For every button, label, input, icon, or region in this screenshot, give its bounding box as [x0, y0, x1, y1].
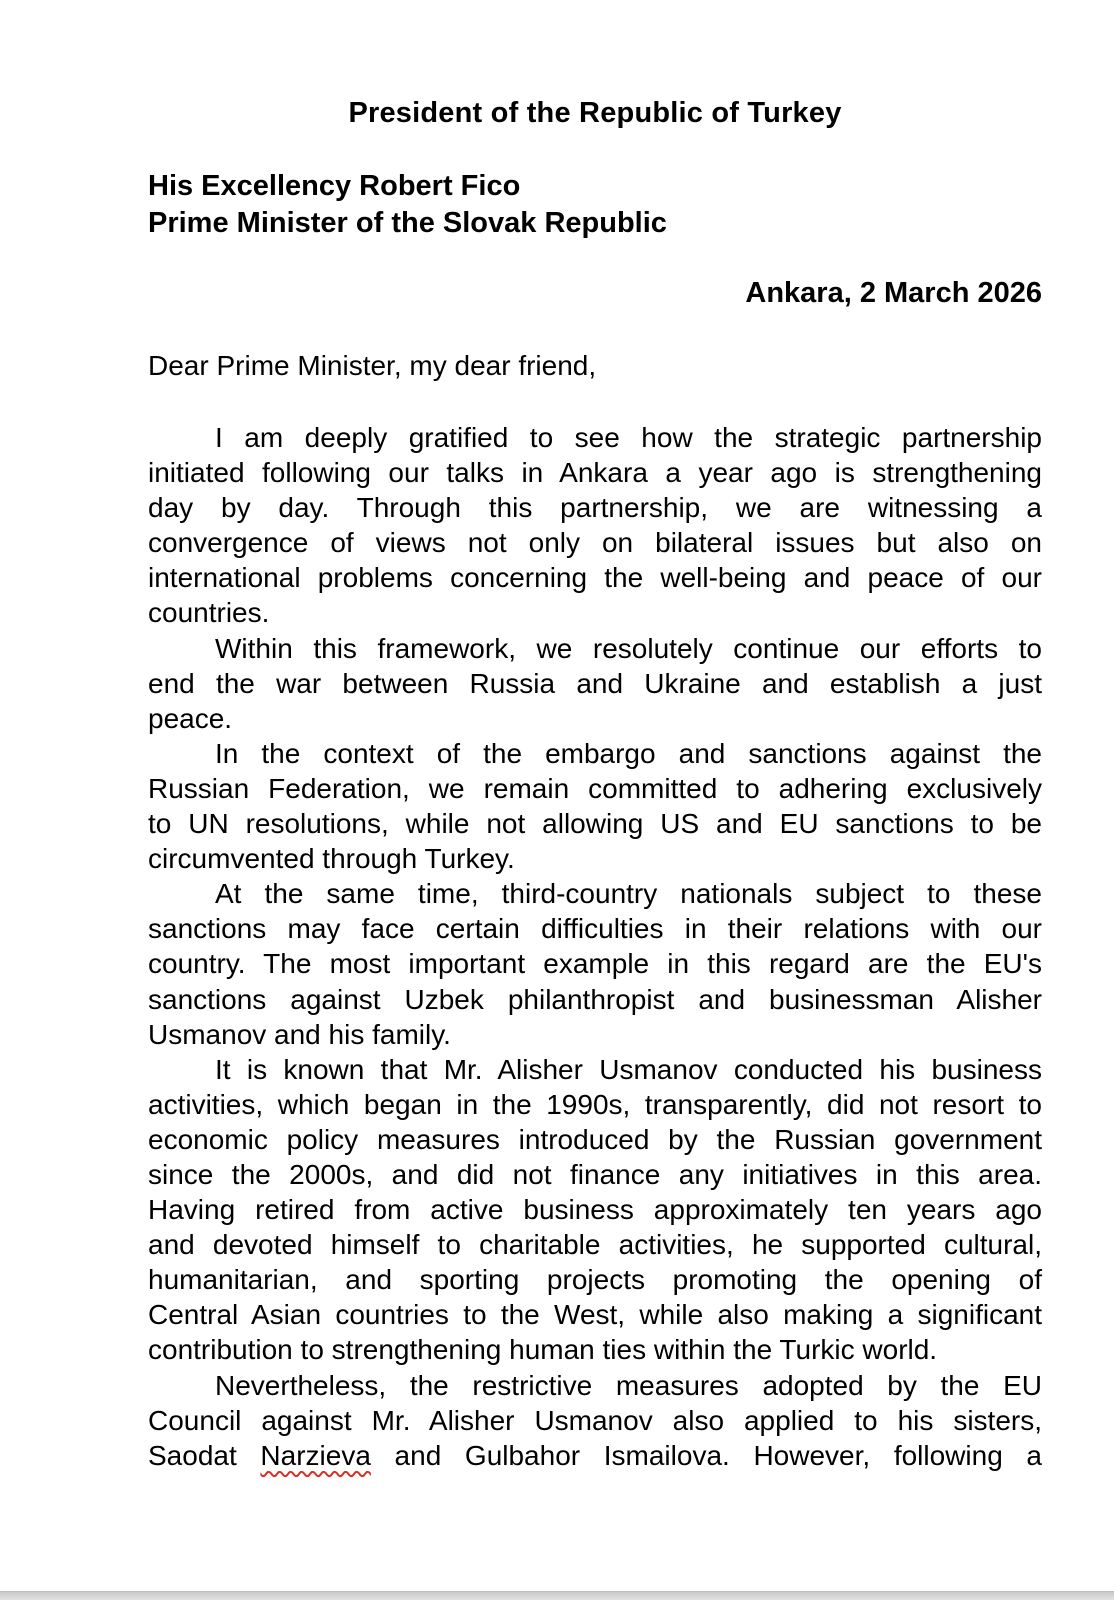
- text-line: circumvented through Turkey.: [148, 843, 515, 875]
- paragraph: [148, 420, 1042, 631]
- text-line: international problems concerning the well-being and peace of our: [148, 562, 1042, 594]
- text-line: Within this framework, we resolutely continue our efforts to: [215, 632, 1042, 664]
- text-line: since the 2000s, and did not finance any initiatives in this area.: [148, 1158, 1042, 1190]
- text-line: and devoted himself to charitable activities, he supported cultural,: [148, 1229, 1042, 1261]
- text-line: Saodat Narzieva and Gulbahor Ismailova. However, following a: [148, 1439, 1042, 1471]
- addressee-name: His Excellency Robert Fico: [148, 170, 521, 202]
- letter-title: President of the Republic of Turkey: [348, 97, 842, 129]
- text-line: Central Asian countries to the West, while also making a significant: [148, 1299, 1042, 1331]
- letter-content: [148, 0, 1042, 1473]
- addressee-role: Prime Minister of the Slovak Republic: [148, 207, 667, 239]
- place-date-line: Ankara, 2 March 2026: [745, 277, 1042, 309]
- text-line: end the war between Russia and Ukraine and establish a just: [148, 667, 1042, 699]
- page-bottom-edge: [0, 1591, 1114, 1600]
- text-line: humanitarian, and sporting projects promoting the opening of: [148, 1264, 1042, 1296]
- text-line: initiated following our talks in Ankara a year ago is strengthening: [148, 457, 1042, 489]
- misspelled-word: Narzieva: [260, 1439, 371, 1471]
- text-line: Russian Federation, we remain committed to adhering exclusively: [148, 772, 1042, 804]
- text-line: At the same time, third-country nationals subject to these: [215, 878, 1042, 910]
- text-line: sanctions against Uzbek philanthropist and businessman Alisher: [148, 983, 1042, 1015]
- text-line: Nevertheless, the restrictive measures adopted by the EU: [215, 1369, 1042, 1401]
- text-line: peace.: [148, 702, 233, 734]
- paragraph: [148, 736, 1042, 876]
- text-line: I am deeply gratified to see how the strategic partnership: [215, 422, 1042, 453]
- paragraph: [148, 1052, 1042, 1368]
- text-line: activities, which began in the 1990s, transparently, did not resort to: [148, 1088, 1042, 1120]
- text-line: Council against Mr. Alisher Usmanov also applied to his sisters,: [148, 1404, 1042, 1436]
- salutation: Dear Prime Minister, my dear friend,: [148, 350, 597, 381]
- letter-body: [148, 420, 1042, 1473]
- text-line: country. The most important example in this regard are the EU's: [148, 948, 1042, 980]
- paragraph: [148, 1368, 1042, 1473]
- paragraph: [148, 876, 1042, 1051]
- text-line: day by day. Through this partnership, we are witnessing a: [148, 492, 1042, 524]
- text-line: economic policy measures introduced by the Russian government: [148, 1123, 1042, 1155]
- text-line: sanctions may face certain difficulties in their relations with our: [148, 913, 1042, 945]
- paragraph: [148, 631, 1042, 736]
- text-line: to UN resolutions, while not allowing US and EU sanctions to be: [148, 808, 1042, 840]
- text-line: convergence of views not only on bilateral issues but also on: [148, 527, 1042, 559]
- text-line: Having retired from active business approximately ten years ago: [148, 1194, 1042, 1226]
- text-line: contribution to strengthening human ties within the Turkic world.: [148, 1334, 938, 1366]
- text-line: In the context of the embargo and sanctions against the: [215, 737, 1042, 769]
- addressee-block: [148, 168, 1042, 242]
- text-line: Usmanov and his family.: [148, 1018, 451, 1050]
- text-line: It is known that Mr. Alisher Usmanov conducted his business: [215, 1053, 1042, 1085]
- text-line: countries.: [148, 597, 270, 629]
